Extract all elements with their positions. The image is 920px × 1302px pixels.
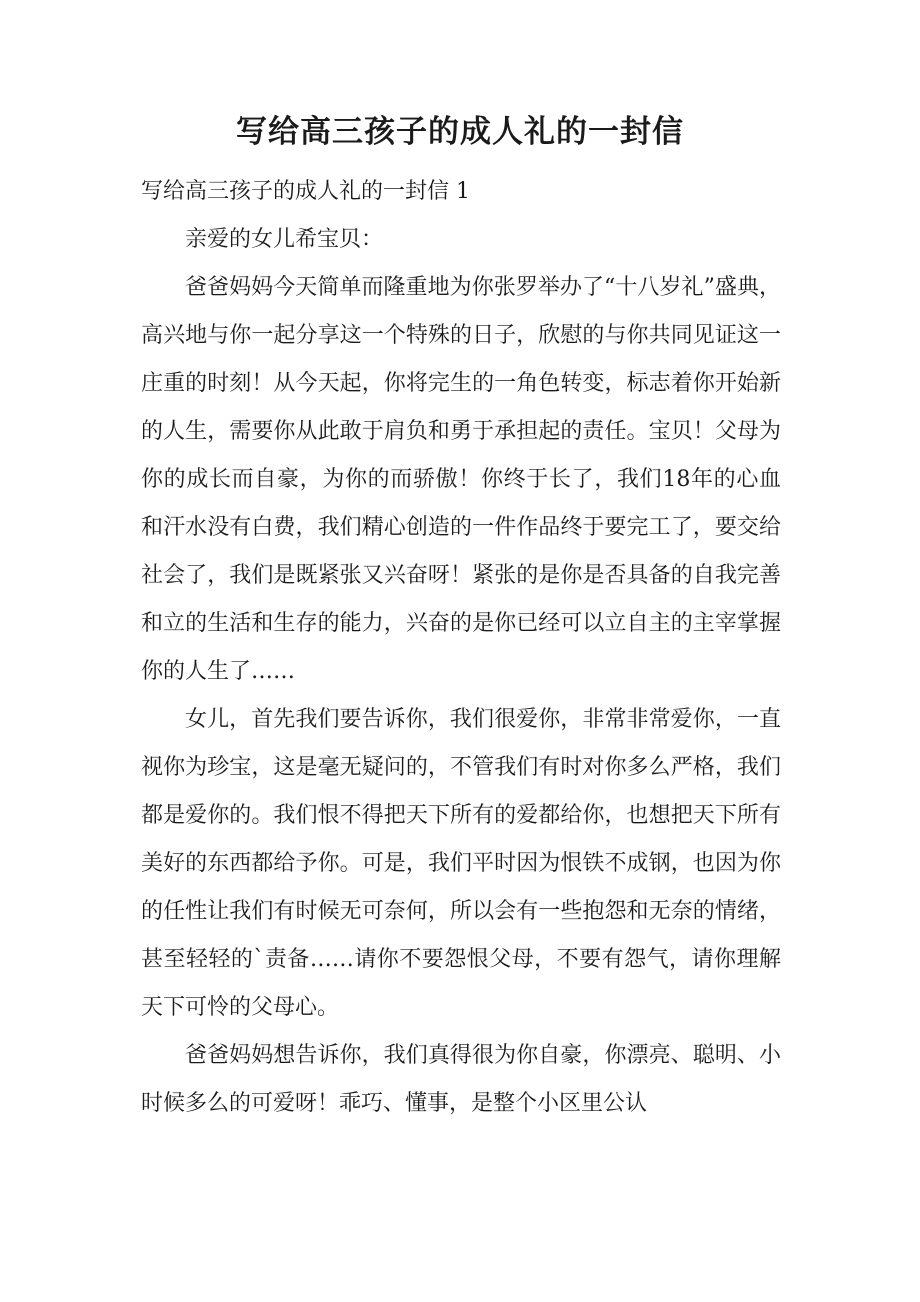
paragraph-2: 女儿，首先我们要告诉你，我们很爱你，非常非常爱你，一直视你为珍宝，这是毫无疑问的，不管我们有时对你多么严格，我们都是爱你的。我们恨不得把天下所有的爱都给你，也想把天下所有美好的东西都给予你。可是，我们平时因为恨铁不成钢，也因为你的任性让我们有时候无可奈何，所以会有一些抱怨和无奈的情绪，甚至轻轻的`责备……请你不要怨恨父母，不要有怨气，请你理解天下可怜的父母心。 [141,707,781,1020]
document-title: 写给高三孩子的成人礼的一封信 [236,114,684,150]
section-heading: 写给高三孩子的成人礼的一封信 1 [141,179,470,204]
paragraph-1: 爸爸妈妈今天简单而隆重地为你张罗举办了“十八岁礼”盛典，高兴地与你一起分享这一个特殊的日子，欣慰的与你共同见证这一庄重的时刻！从今天起，你将完生的一角色转变，标志着你开始新的人生，需要你从此敢于肩负和勇于承担起的责任。宝贝！父母为你的成长而自豪，为你的而骄傲！你终于长了，我们18年的心血和汗水没有白费，我们精心创造的一件作品终于要完工了，要交给社会了，我们是既紧张又兴奋呀！紧张的是你是否具备的自我完善和立的生活和生存的能力，兴奋的是你已经可以立自主的主宰掌握你的人生了…… [141,275,781,684]
salutation: 亲爱的女儿希宝贝： [185,227,384,252]
document-body [141,168,781,1128]
paragraph-3: 爸爸妈妈想告诉你，我们真得很为你自豪，你漂亮、聪明、小时候多么的可爱呀！乖巧、懂事，是整个小区里公认 [141,1043,781,1116]
